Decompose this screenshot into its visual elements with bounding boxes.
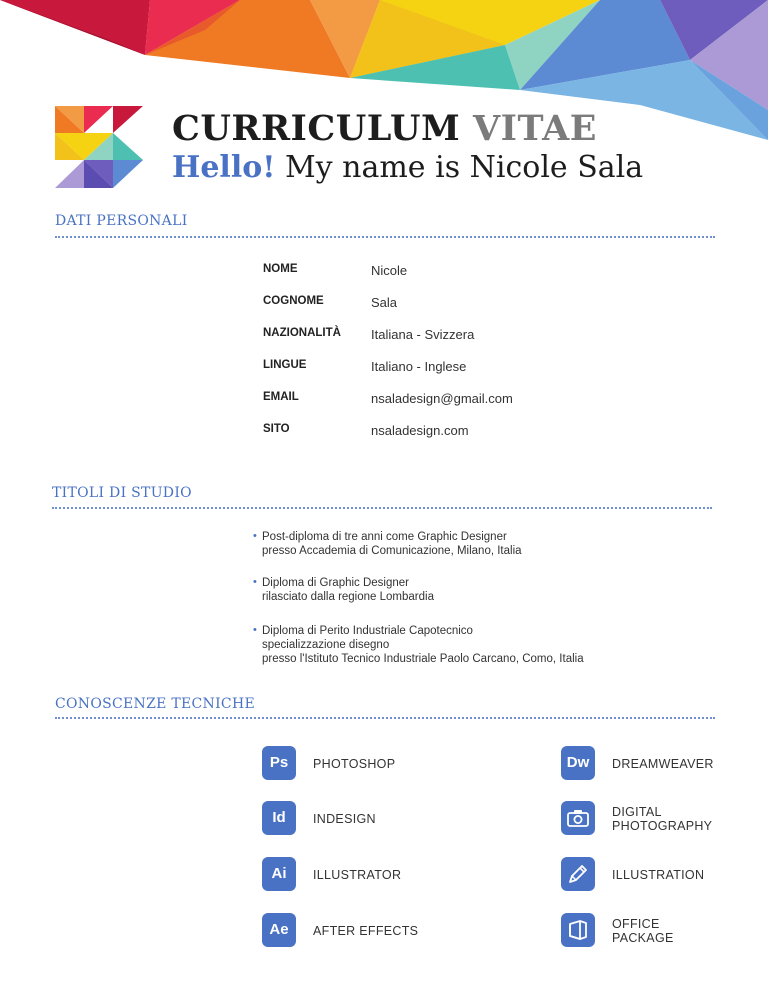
skill-label <box>612 805 712 833</box>
section-title-skills: CONOSCENZE TECNICHE <box>55 696 255 712</box>
info-row <box>263 295 683 315</box>
skill-label-line: DIGITAL <box>612 805 662 819</box>
education-item <box>253 530 673 558</box>
photoshop-icon: Ps <box>262 746 296 780</box>
education-line: Post-diploma di tre anni come Graphic Designer <box>262 531 507 543</box>
title-accent: VITAE <box>472 108 597 149</box>
skill-label: ILLUSTRATOR <box>313 868 402 882</box>
info-label: COGNOME <box>263 295 324 307</box>
greeting: Hello! <box>172 150 276 185</box>
website-link[interactable]: nsaladesign.com <box>371 423 469 438</box>
skill-label-line: OFFICE <box>612 917 660 931</box>
skill-item <box>561 801 768 841</box>
section-divider <box>55 717 715 719</box>
education-line: Diploma di Perito Industriale Capotecnico <box>262 625 473 637</box>
education-line: presso l'Istituto Tecnico Industriale Paolo Carcano, Como, Italia <box>262 653 584 665</box>
info-label: LINGUE <box>263 359 307 371</box>
education-item <box>253 624 673 666</box>
info-value: Sala <box>371 295 398 310</box>
skill-label <box>612 917 674 945</box>
skill-label-line: PACKAGE <box>612 931 674 945</box>
page-subtitle <box>172 149 643 187</box>
after-effects-icon: Ae <box>262 913 296 947</box>
info-label: EMAIL <box>263 391 299 403</box>
section-title-personal: DATI PERSONALI <box>55 213 188 229</box>
skill-item <box>262 913 512 953</box>
logo-icon <box>55 106 143 188</box>
skill-item <box>262 801 512 841</box>
section-divider <box>55 236 715 238</box>
camera-icon <box>561 801 595 835</box>
info-row <box>263 359 683 379</box>
skill-label: INDESIGN <box>313 812 376 826</box>
dreamweaver-icon: Dw <box>561 746 595 780</box>
indesign-icon: Id <box>262 801 296 835</box>
skill-label: ILLUSTRATION <box>612 868 705 882</box>
skill-label: AFTER EFFECTS <box>313 924 419 938</box>
education-line: specializzazione disegno <box>262 639 390 651</box>
education-line: rilasciato dalla regione Lombardia <box>262 591 434 603</box>
info-label: NAZIONALITÀ <box>263 327 341 339</box>
education-line: Diploma di Graphic Designer <box>262 577 410 589</box>
education-line: presso Accademia di Comunicazione, Milano, Italia <box>262 545 522 557</box>
title-main: CURRICULUM <box>172 108 461 149</box>
skill-item <box>262 857 512 897</box>
info-value: Nicole <box>371 263 408 278</box>
skill-item <box>561 857 768 897</box>
bullet-icon: • <box>253 624 257 636</box>
info-row <box>263 423 683 443</box>
intro-text: My name is Nicole Sala <box>284 150 644 185</box>
section-title-education: TITOLI DI STUDIO <box>52 485 192 501</box>
info-label: SITO <box>263 423 290 435</box>
skill-label: DREAMWEAVER <box>612 757 714 771</box>
info-label: NOME <box>263 263 298 275</box>
info-row <box>263 263 683 283</box>
skill-item <box>561 913 768 953</box>
skill-label: PHOTOSHOP <box>313 757 396 771</box>
page-title <box>172 108 597 150</box>
education-item <box>253 576 673 604</box>
info-row <box>263 391 683 411</box>
skill-label-line: PHOTOGRAPHY <box>612 819 713 833</box>
info-row <box>263 327 683 347</box>
bullet-icon: • <box>253 530 257 542</box>
bullet-icon: • <box>253 576 257 588</box>
info-value: Italiano - Inglese <box>371 359 467 374</box>
pencil-icon <box>561 857 595 891</box>
section-divider <box>52 507 712 509</box>
email-link[interactable]: nsaladesign@gmail.com <box>371 391 513 406</box>
skill-item <box>561 746 768 786</box>
illustrator-icon: Ai <box>262 857 296 891</box>
office-icon <box>561 913 595 947</box>
info-value: Italiana - Svizzera <box>371 327 475 342</box>
skill-item <box>262 746 512 786</box>
